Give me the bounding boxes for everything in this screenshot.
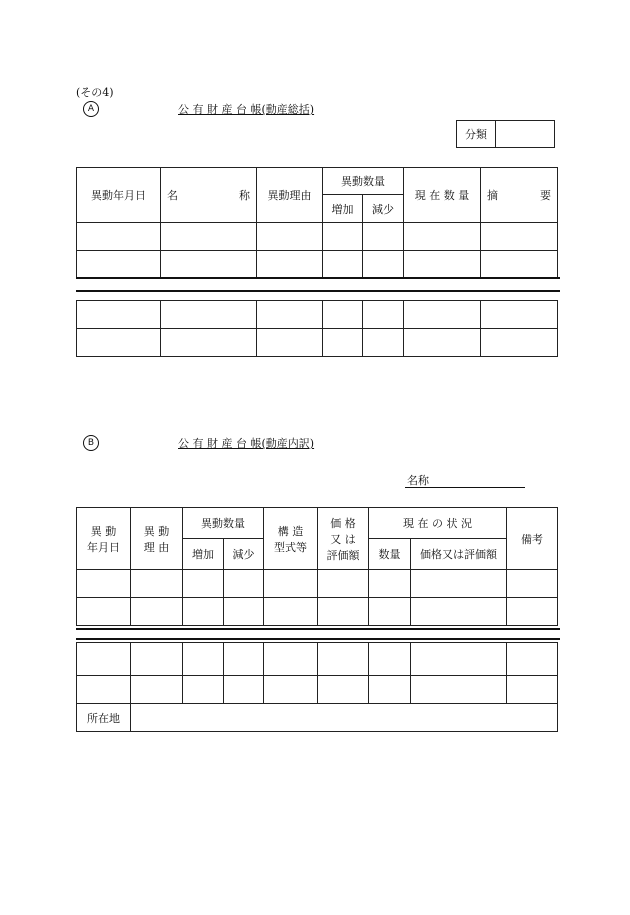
header-name-right: 称: [239, 189, 250, 202]
header-reason-b: [131, 508, 183, 570]
header-reason-b-line1: 異 動: [143, 524, 170, 538]
header-name-left: 名: [167, 189, 178, 202]
location-row: [77, 704, 558, 732]
name-label: 名称: [407, 474, 429, 487]
header-reason-b-line2: 理 由: [143, 540, 170, 554]
header-decrease: 減少: [363, 195, 404, 223]
page-break-line-a1: [76, 277, 560, 279]
classification-label: 分類: [457, 121, 496, 148]
table-row: [77, 223, 558, 251]
section-b-table-top: [76, 507, 558, 626]
header-status-qty: 数量: [369, 539, 411, 570]
header-structure-line1: 構 造: [277, 524, 304, 538]
header-date-b: [77, 508, 131, 570]
header-summary-left: 摘: [487, 189, 498, 202]
header-price-line2: 又 は: [330, 532, 356, 546]
classification-box: [456, 120, 555, 148]
section-a-table-bottom: [76, 300, 558, 357]
page-label: (その4): [76, 86, 114, 99]
table-row: [77, 676, 558, 704]
section-a-marker: A: [83, 101, 99, 117]
header-price: [318, 508, 369, 570]
header-summary: [481, 168, 558, 223]
header-name: [161, 168, 257, 223]
section-b-title: 公 有 財 産 台 帳(動産内訳): [178, 437, 315, 450]
name-underline: [405, 486, 525, 488]
section-b-marker: B: [83, 435, 99, 451]
header-date-b-line1: 異 動: [90, 524, 117, 538]
location-label: 所在地: [77, 704, 131, 732]
header-decrease-b: 減少: [224, 539, 264, 570]
header-qty: 異動数量: [323, 168, 404, 195]
header-summary-right: 要: [540, 189, 551, 202]
header-qty-b: 異動数量: [183, 508, 264, 539]
header-status-price: 価格又は評価額: [411, 539, 507, 570]
location-value-cell[interactable]: [131, 704, 558, 732]
header-structure-line2: 型式等: [274, 540, 307, 554]
table-row: [77, 570, 558, 598]
table-row: [77, 598, 558, 626]
table-row: [77, 251, 558, 279]
section-a-table-top: [76, 167, 558, 279]
header-date: 異動年月日: [77, 168, 161, 223]
header-structure: [264, 508, 318, 570]
page-break-line-b1: [76, 628, 560, 630]
header-remarks: 備考: [507, 508, 558, 570]
page-break-line-b2: [76, 638, 560, 640]
header-increase-b: 増加: [183, 539, 224, 570]
table-row: [77, 301, 558, 329]
classification-value-cell[interactable]: [496, 121, 555, 148]
table-row: [77, 643, 558, 676]
page-break-line-a2: [76, 290, 560, 292]
table-row: [77, 329, 558, 357]
section-b-table-bottom: [76, 642, 558, 732]
header-current: 現 在 数 量: [404, 168, 481, 223]
section-a-title: 公 有 財 産 台 帳(動産総括): [178, 103, 315, 116]
header-price-line3: 評価額: [326, 548, 360, 562]
header-reason: 異動理由: [257, 168, 323, 223]
header-increase: 増加: [323, 195, 363, 223]
header-price-line1: 価 格: [330, 516, 356, 530]
header-status: 現 在 の 状 況: [369, 508, 507, 539]
header-date-b-line2: 年月日: [87, 540, 120, 554]
